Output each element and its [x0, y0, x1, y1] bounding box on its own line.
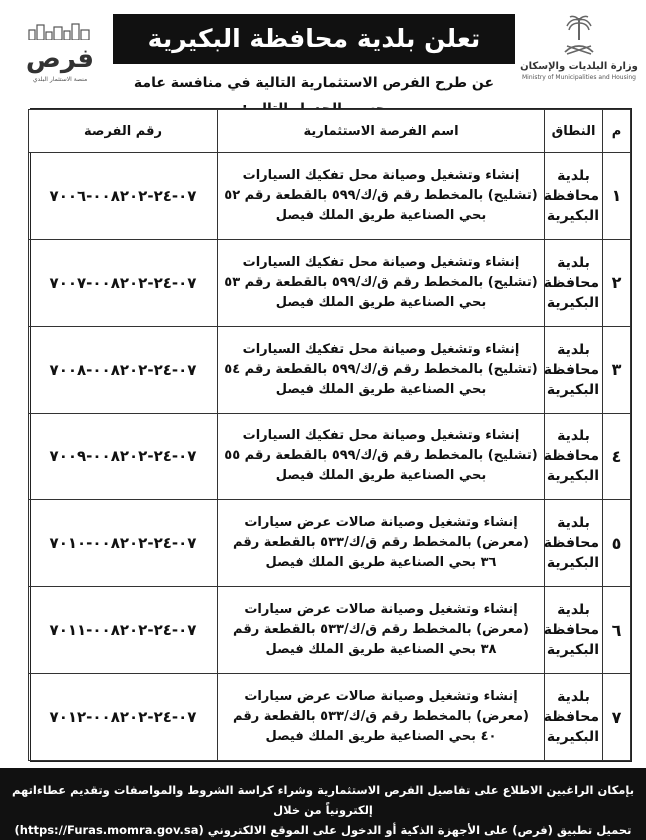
- row-code: ٠٧-٢٤-٠٠٨٢٠٢-٧٠٠٩: [29, 413, 218, 500]
- table-row: [29, 239, 631, 326]
- city-skyline-icon: [25, 22, 95, 40]
- footer-notice: [0, 768, 646, 840]
- opportunities-table: [30, 108, 632, 762]
- row-code: ٠٧-٢٤-٠٠٨٢٠٢-٧٠١١: [29, 587, 218, 674]
- row-index: ٢: [603, 239, 631, 326]
- header-region: النطاق: [545, 110, 603, 153]
- furas-tagline: منصة الاستثمار البلدي: [32, 76, 88, 83]
- row-index: ٥: [603, 500, 631, 587]
- row-index: ٣: [603, 326, 631, 413]
- header-opportunity: اسم الفرصة الاستثمارية: [218, 110, 545, 153]
- row-opportunity: إنشاء وتشغيل وصيانة محل تفكيك السيارات (تشليح) بالمخطط رقم ق/ك/٥٩٩ بالقطعة رقم ٥٤ بحي الصناعية طريق الملك فيصل: [218, 326, 545, 413]
- ministry-name-english: Ministry of Municipalities and Housing: [522, 74, 636, 81]
- page-title: تعلن بلدية محافظة البكيرية: [113, 14, 515, 64]
- row-index: ٤: [603, 413, 631, 500]
- row-region: بلدية محافظة البكيرية: [545, 500, 603, 587]
- row-opportunity: إنشاء وتشغيل وصيانة محل تفكيك السيارات (تشليح) بالمخطط رقم ق/ك/٥٩٩ بالقطعة رقم ٥٣ بحي الصناعية طريق الملك فيصل: [218, 239, 545, 326]
- row-opportunity: إنشاء وتشغيل وصيانة صالات عرض سيارات (معرض) بالمخطط رقم ق/ك/٥٣٣ بالقطعة رقم ٤٠ بحي الصناعية طريق الملك فيصل: [218, 674, 545, 761]
- table-row: [29, 674, 631, 761]
- row-code: ٠٧-٢٤-٠٠٨٢٠٢-٧٠٠٦: [29, 153, 218, 240]
- footer-line-2: تحميل تطبيق (فرص) على الأجهزة الذكية أو الدخول على الموقع الالكتروني (https://Furas.momra.gov.sa): [14, 823, 632, 837]
- table-row: [29, 153, 631, 240]
- row-index: ٧: [603, 674, 631, 761]
- furas-wordmark: فرص: [25, 44, 95, 74]
- row-index: ٦: [603, 587, 631, 674]
- footer-line-1: بإمكان الراغبين الاطلاع على تفاصيل الفرص الاستثمارية وشراء كراسة الشروط والمواصفات وتقديم عطاءاتهم إلكترونياً من خلال: [11, 783, 635, 817]
- row-code: ٠٧-٢٤-٠٠٨٢٠٢-٧٠٠٧: [29, 239, 218, 326]
- furas-logo: [14, 22, 106, 94]
- row-opportunity: إنشاء وتشغيل وصيانة صالات عرض سيارات (معرض) بالمخطط رقم ق/ك/٥٣٣ بالقطعة رقم ٣٨ بحي الصناعية طريق الملك فيصل: [218, 587, 545, 674]
- ministry-name-arabic: وزارة البلديات والإسكان: [520, 61, 638, 72]
- row-opportunity: إنشاء وتشغيل وصيانة صالات عرض سيارات (معرض) بالمخطط رقم ق/ك/٥٣٣ بالقطعة رقم ٣٦ بحي الصناعية طريق الملك فيصل: [218, 500, 545, 587]
- row-region: بلدية محافظة البكيرية: [545, 587, 603, 674]
- row-code: ٠٧-٢٤-٠٠٨٢٠٢-٧٠١٠: [29, 500, 218, 587]
- row-region: بلدية محافظة البكيرية: [545, 153, 603, 240]
- row-opportunity: إنشاء وتشغيل وصيانة محل تفكيك السيارات (تشليح) بالمخطط رقم ق/ك/٥٩٩ بالقطعة رقم ٥٥ بحي الصناعية طريق الملك فيصل: [218, 413, 545, 500]
- header-code: رقم الفرصة: [29, 110, 218, 153]
- table-header-row: [29, 110, 631, 153]
- row-opportunity: إنشاء وتشغيل وصيانة محل تفكيك السيارات (تشليح) بالمخطط رقم ق/ك/٥٩٩ بالقطعة رقم ٥٢ بحي الصناعية طريق الملك فيصل: [218, 153, 545, 240]
- row-region: بلدية محافظة البكيرية: [545, 674, 603, 761]
- table-row: [29, 413, 631, 500]
- header: [0, 0, 646, 108]
- ministry-logo: [520, 14, 638, 98]
- row-code: ٠٧-٢٤-٠٠٨٢٠٢-٧٠٠٨: [29, 326, 218, 413]
- table-row: [29, 326, 631, 413]
- row-region: بلدية محافظة البكيرية: [545, 239, 603, 326]
- table-row: [29, 500, 631, 587]
- row-region: بلدية محافظة البكيرية: [545, 326, 603, 413]
- row-code: ٠٧-٢٤-٠٠٨٢٠٢-٧٠١٢: [29, 674, 218, 761]
- page-subtitle: عن طرح الفرص الاستثمارية التالية في منافسة عامة: [133, 75, 495, 91]
- table-row: [29, 587, 631, 674]
- header-index: م: [603, 110, 631, 153]
- row-region: بلدية محافظة البكيرية: [545, 413, 603, 500]
- palm-swords-emblem-icon: [559, 14, 599, 58]
- row-index: ١: [603, 153, 631, 240]
